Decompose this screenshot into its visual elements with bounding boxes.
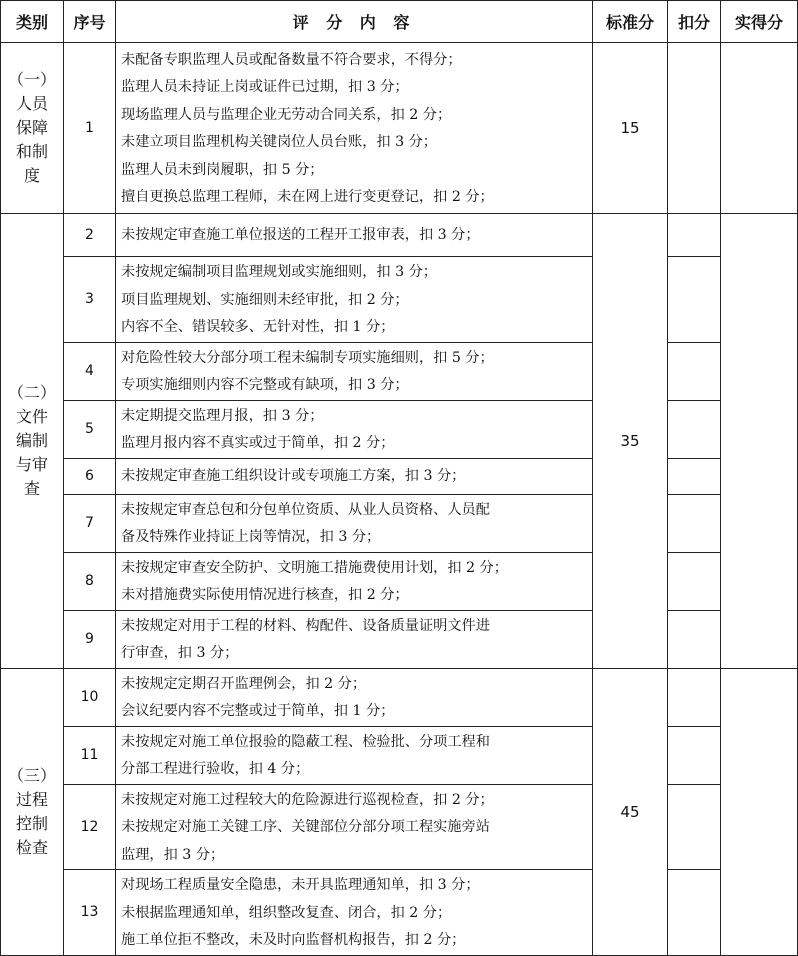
criteria-cell bbox=[116, 726, 593, 784]
seq-cell: 13 bbox=[64, 870, 116, 956]
criteria-cell bbox=[116, 458, 593, 494]
criteria-line: 施工单位拒不整改，未及时向监督机构报告，扣 2 分； bbox=[121, 932, 466, 948]
header-row bbox=[1, 1, 798, 43]
criteria-line: 监理人员未到岗履职，扣 5 分； bbox=[121, 161, 324, 178]
criteria-line: 未按规定审查施工组织设计或专项施工方案，扣 3 分； bbox=[121, 468, 466, 485]
category-cell bbox=[1, 43, 64, 214]
criteria-cell bbox=[116, 43, 593, 214]
criteria-line: 擅自更换总监理工程师，未在网上进行变更登记，扣 2 分； bbox=[121, 189, 494, 205]
criteria-line: 分部工程进行验收，扣 4 分； bbox=[121, 761, 310, 777]
deduction-cell[interactable] bbox=[668, 552, 721, 610]
table-row bbox=[1, 400, 798, 458]
criteria-line: 未按规定审查安全防护、文明施工措施费使用计划，扣 2 分； bbox=[121, 559, 508, 576]
table-row bbox=[1, 342, 798, 400]
category-label-line: 保障 bbox=[15, 118, 48, 137]
category-cell bbox=[1, 668, 64, 955]
seq-cell: 10 bbox=[64, 668, 116, 726]
criteria-cell bbox=[116, 400, 593, 458]
criteria-cell bbox=[116, 257, 593, 343]
actual-score-cell[interactable] bbox=[721, 214, 798, 669]
criteria-line: 对危险性较大分部分项工程未编制专项实施细则，扣 5 分； bbox=[121, 349, 494, 366]
deduction-cell[interactable] bbox=[668, 668, 721, 726]
seq-cell: 11 bbox=[64, 726, 116, 784]
criteria-line: 未按规定对用于工程的材料、构配件、设备质量证明文件进 bbox=[121, 617, 490, 634]
deduction-cell[interactable] bbox=[668, 726, 721, 784]
header-seq: 序号 bbox=[64, 1, 116, 43]
category-label-line: 和制 bbox=[15, 142, 48, 161]
criteria-line: 现场监理人员与监理企业无劳动合同关系，扣 2 分； bbox=[121, 106, 452, 123]
category-label-line: 查 bbox=[23, 478, 40, 498]
table-row bbox=[1, 784, 798, 870]
criteria-line: 内容不全、错误较多、无针对性，扣 1 分； bbox=[121, 319, 395, 335]
seq-cell: 1 bbox=[64, 43, 116, 214]
criteria-line: 监理月报内容不真实或过于简单，扣 2 分； bbox=[121, 435, 395, 451]
criteria-line: 未按规定对施工单位报验的隐蔽工程、检验批、分项工程和 bbox=[121, 733, 490, 750]
header-deduction: 扣分 bbox=[668, 1, 721, 43]
standard-score-cell: 35 bbox=[593, 214, 668, 669]
criteria-line: 未建立项目监理机构关键岗位人员台账，扣 3 分； bbox=[121, 134, 437, 150]
criteria-line: 项目监理规划、实施细则未经审批，扣 2 分； bbox=[121, 291, 409, 308]
category-label-line: （一） bbox=[7, 70, 56, 89]
table-row bbox=[1, 668, 798, 726]
criteria-line: 专项实施细则内容不完整或有缺项，扣 3 分； bbox=[121, 377, 409, 393]
standard-score-cell: 15 bbox=[593, 43, 668, 214]
category-label-line: 与审 bbox=[15, 454, 48, 474]
criteria-line: 监理，扣 3 分； bbox=[121, 846, 225, 863]
criteria-line: 未按规定审查施工单位报送的工程开工报审表，扣 3 分； bbox=[121, 227, 480, 244]
criteria-cell bbox=[116, 494, 593, 552]
category-label-line: 检查 bbox=[15, 837, 48, 857]
criteria-line: 未根据监理通知单，组织整改复查、闭合，扣 2 分； bbox=[121, 904, 452, 921]
standard-score-cell: 45 bbox=[593, 668, 668, 955]
seq-cell: 12 bbox=[64, 784, 116, 870]
criteria-line: 未定期提交监理月报，扣 3 分； bbox=[121, 407, 324, 424]
table-row bbox=[1, 870, 798, 956]
header-content: 评 分 内 容 bbox=[116, 1, 593, 43]
criteria-cell bbox=[116, 784, 593, 870]
criteria-cell bbox=[116, 342, 593, 400]
criteria-line: 备及特殊作业持证上岗等情况，扣 3 分； bbox=[121, 529, 381, 545]
criteria-line: 行审查，扣 3 分； bbox=[121, 645, 239, 661]
category-label-line: 人员 bbox=[15, 94, 48, 113]
table-row bbox=[1, 43, 798, 214]
criteria-line: 未按规定定期召开监理例会，扣 2 分； bbox=[121, 675, 367, 692]
header-standard: 标准分 bbox=[593, 1, 668, 43]
category-label-line: 编制 bbox=[15, 430, 48, 450]
deduction-cell[interactable] bbox=[668, 214, 721, 257]
criteria-cell bbox=[116, 552, 593, 610]
header-category: 类别 bbox=[1, 1, 64, 43]
deduction-cell[interactable] bbox=[668, 400, 721, 458]
seq-cell: 9 bbox=[64, 610, 116, 668]
criteria-line: 对现场工程质量安全隐患，未开具监理通知单，扣 3 分； bbox=[121, 877, 480, 893]
table-row bbox=[1, 726, 798, 784]
table-row bbox=[1, 257, 798, 343]
actual-score-cell[interactable] bbox=[721, 668, 798, 955]
deduction-cell[interactable] bbox=[668, 784, 721, 870]
criteria-cell bbox=[116, 610, 593, 668]
actual-score-cell[interactable] bbox=[721, 43, 798, 214]
table-row bbox=[1, 552, 798, 610]
criteria-line: 未按规定审查总包和分包单位资质、从业人员资格、人员配 bbox=[121, 501, 490, 518]
criteria-line: 会议纪要内容不完整或过于简单，扣 1 分； bbox=[121, 703, 395, 719]
criteria-line: 未按规定对施工过程较大的危险源进行巡视检查，扣 2 分； bbox=[121, 791, 494, 808]
criteria-line: 未按规定编制项目监理规划或实施细则，扣 3 分； bbox=[121, 264, 437, 280]
criteria-cell bbox=[116, 870, 593, 956]
criteria-line: 未对措施费实际使用情况进行核查，扣 2 分； bbox=[121, 587, 409, 603]
criteria-line: 监理人员未持证上岗或证件已过期，扣 3 分； bbox=[121, 79, 409, 95]
header-actual: 实得分 bbox=[721, 1, 798, 43]
criteria-cell bbox=[116, 214, 593, 257]
criteria-line: 未配备专职监理人员或配备数量不符合要求，不得分； bbox=[121, 51, 462, 68]
category-label-line: 文件 bbox=[15, 406, 48, 426]
deduction-cell[interactable] bbox=[668, 870, 721, 956]
deduction-cell[interactable] bbox=[668, 494, 721, 552]
category-label-line: （三） bbox=[7, 765, 56, 785]
table-row bbox=[1, 494, 798, 552]
seq-cell: 4 bbox=[64, 342, 116, 400]
category-label-line: 度 bbox=[23, 166, 40, 185]
table-row bbox=[1, 610, 798, 668]
category-cell bbox=[1, 214, 64, 669]
deduction-cell[interactable] bbox=[668, 610, 721, 668]
category-label-line: 控制 bbox=[15, 813, 48, 833]
deduction-cell[interactable] bbox=[668, 43, 721, 214]
seq-cell: 7 bbox=[64, 494, 116, 552]
criteria-cell bbox=[116, 668, 593, 726]
deduction-cell[interactable] bbox=[668, 342, 721, 400]
seq-cell: 5 bbox=[64, 400, 116, 458]
category-label-line: 过程 bbox=[15, 789, 48, 809]
table-row bbox=[1, 214, 798, 257]
seq-cell: 3 bbox=[64, 257, 116, 343]
criteria-line: 未按规定对施工关键工序、关键部位分部分项工程实施旁站 bbox=[121, 819, 490, 835]
seq-cell: 8 bbox=[64, 552, 116, 610]
deduction-cell[interactable] bbox=[668, 257, 721, 343]
table-row bbox=[1, 458, 798, 494]
deduction-cell[interactable] bbox=[668, 458, 721, 494]
category-label-line: （二） bbox=[7, 382, 56, 402]
seq-cell: 2 bbox=[64, 214, 116, 257]
seq-cell: 6 bbox=[64, 458, 116, 494]
